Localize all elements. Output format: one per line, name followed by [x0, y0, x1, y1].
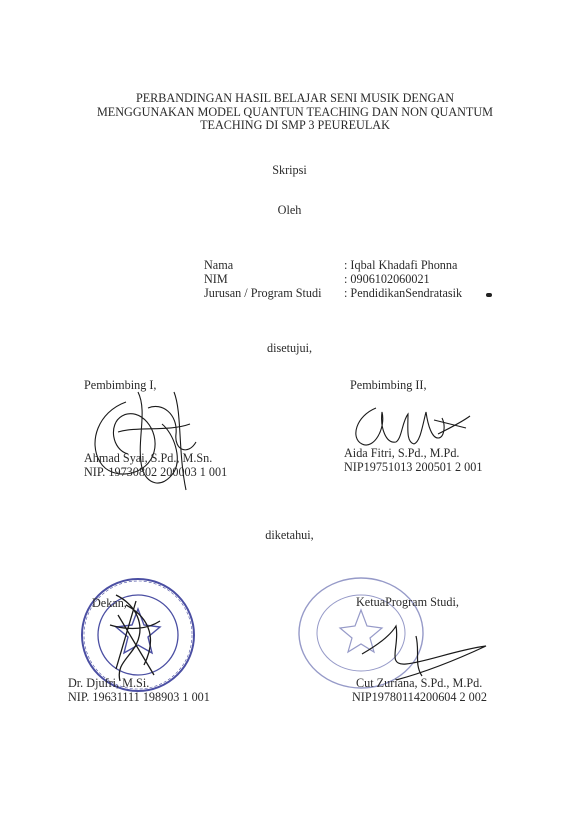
title-line-3: TEACHING DI SMP 3 PEUREULAK — [200, 118, 390, 133]
name-value: : Iqbal Khadafi Phonna — [344, 258, 458, 272]
dean-name: Dr. Djufri, M.Si. — [68, 676, 150, 690]
major-value: : PendidikanSendratasik — [344, 286, 463, 300]
known-label: diketahui, — [265, 528, 314, 542]
approved-label: disetujui, — [266, 341, 313, 355]
doc-type: Skripsi — [272, 163, 307, 177]
head-role: KetuaProgram Studi, — [356, 595, 459, 609]
supervisor1-name: Ahmad Syai, S.Pd., M.Sn. — [84, 451, 213, 465]
supervisor2-name: Aida Fitri, S.Pd., M.Pd. — [344, 446, 460, 460]
name-label: Nama — [204, 258, 234, 272]
dean-nip: NIP. 19631111 198903 1 001 — [68, 690, 210, 704]
supervisor2-nip: NIP19751013 200501 2 001 — [344, 460, 483, 474]
supervisor1-role: Pembimbing I, — [84, 378, 157, 392]
nim-label: NIM — [204, 272, 228, 286]
title-line-1: PERBANDINGAN HASIL BELAJAR SENI MUSIK DENGAN — [135, 91, 455, 105]
head-name: Cut Zuriana, S.Pd., M.Pd. — [356, 676, 483, 690]
ink-dot — [486, 293, 492, 297]
supervisor1-nip: NIP. 19730802 200003 1 001 — [84, 465, 228, 479]
supervisor1-signature — [78, 372, 218, 502]
by-label: Oleh — [277, 203, 302, 217]
title-line-2: MENGGUNAKAN MODEL QUANTUN TEACHING DAN NON QUANTUM — [96, 104, 494, 119]
dean-role: Dekan, — [92, 596, 127, 610]
supervisor2-role: Pembimbing II, — [350, 378, 427, 392]
head-nip: NIP19780114200604 2 002 — [352, 690, 487, 704]
major-label: Jurusan / Program Studi — [204, 286, 322, 300]
thesis-title — [60, 92, 530, 133]
nim-value: : 0906102060021 — [344, 272, 430, 286]
